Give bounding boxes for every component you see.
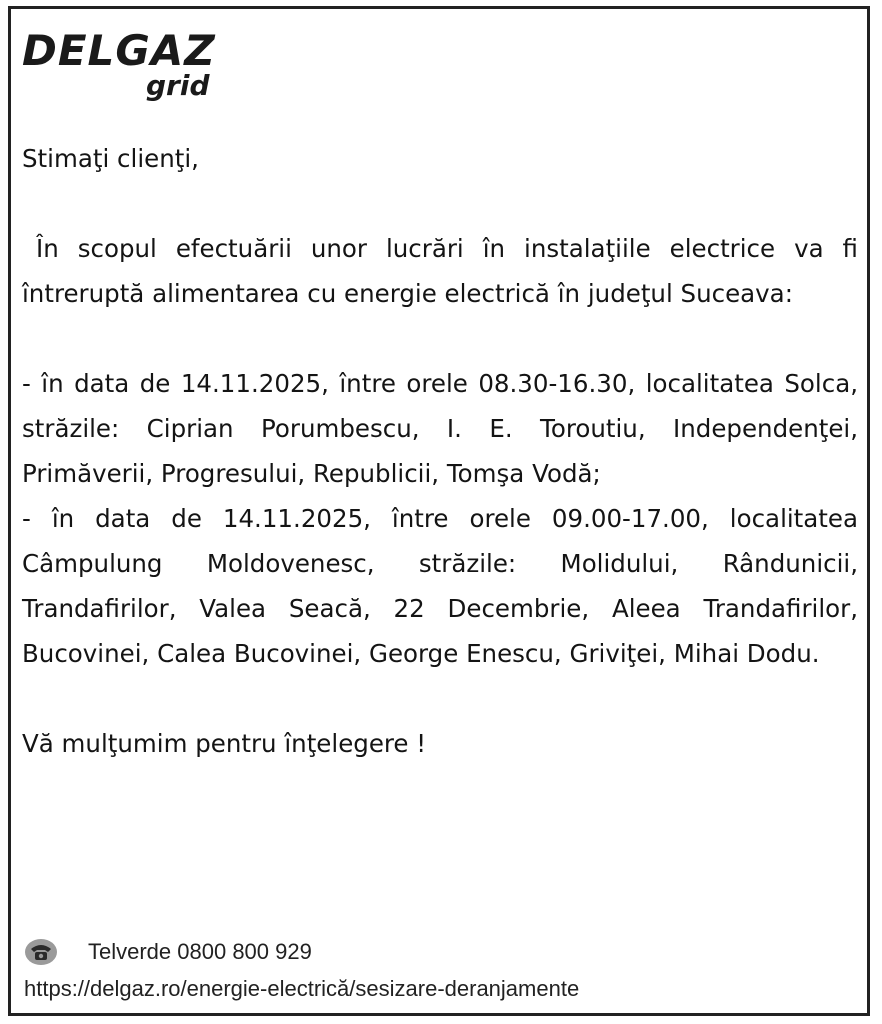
support-link[interactable]: https://delgaz.ro/energie-electrică/sesizare-deranjamente [24, 976, 580, 1001]
phone-number: Telverde 0800 800 929 [88, 939, 312, 964]
phone-row [22, 934, 858, 970]
intro-paragraph: În scopul efectuării unor lucrări în instalaţiile electrice va fi întreruptă alimentarea cu energie electrică în judeţul Suceava: [22, 234, 858, 308]
contact-footer [22, 934, 858, 1002]
notice-body [22, 130, 858, 766]
telephone-icon [24, 938, 58, 966]
outage-item: - în data de 14.11.2025, între orele 08.30-16.30, localitatea Solca, străzile: Ciprian Porumbescu, I. E. Toroutiu, Independenţei, Primăverii, Progresului, Republicii, Tomşa Vodă; [22, 369, 858, 488]
logo-brand: DELGAZ [22, 26, 216, 75]
greeting: Stimaţi clienţi, [22, 144, 199, 173]
outage-list [22, 361, 858, 676]
logo-sub: grid [146, 69, 210, 102]
thanks-text: Vă mulţumim pentru înţelegere ! [22, 729, 427, 758]
outage-item: - în data de 14.11.2025, între orele 09.00-17.00, localitatea Câmpulung Moldovenesc, străzile: Molidului, Rândunicii, Trandafirilor, Valea Seacă, 22 Decembrie, Aleea Trandafirilor, Bucovinei, Calea Bucovinei, George Enescu, Griviţei, Mihai Dodu. [22, 504, 858, 668]
delgaz-grid-logo [22, 28, 232, 108]
